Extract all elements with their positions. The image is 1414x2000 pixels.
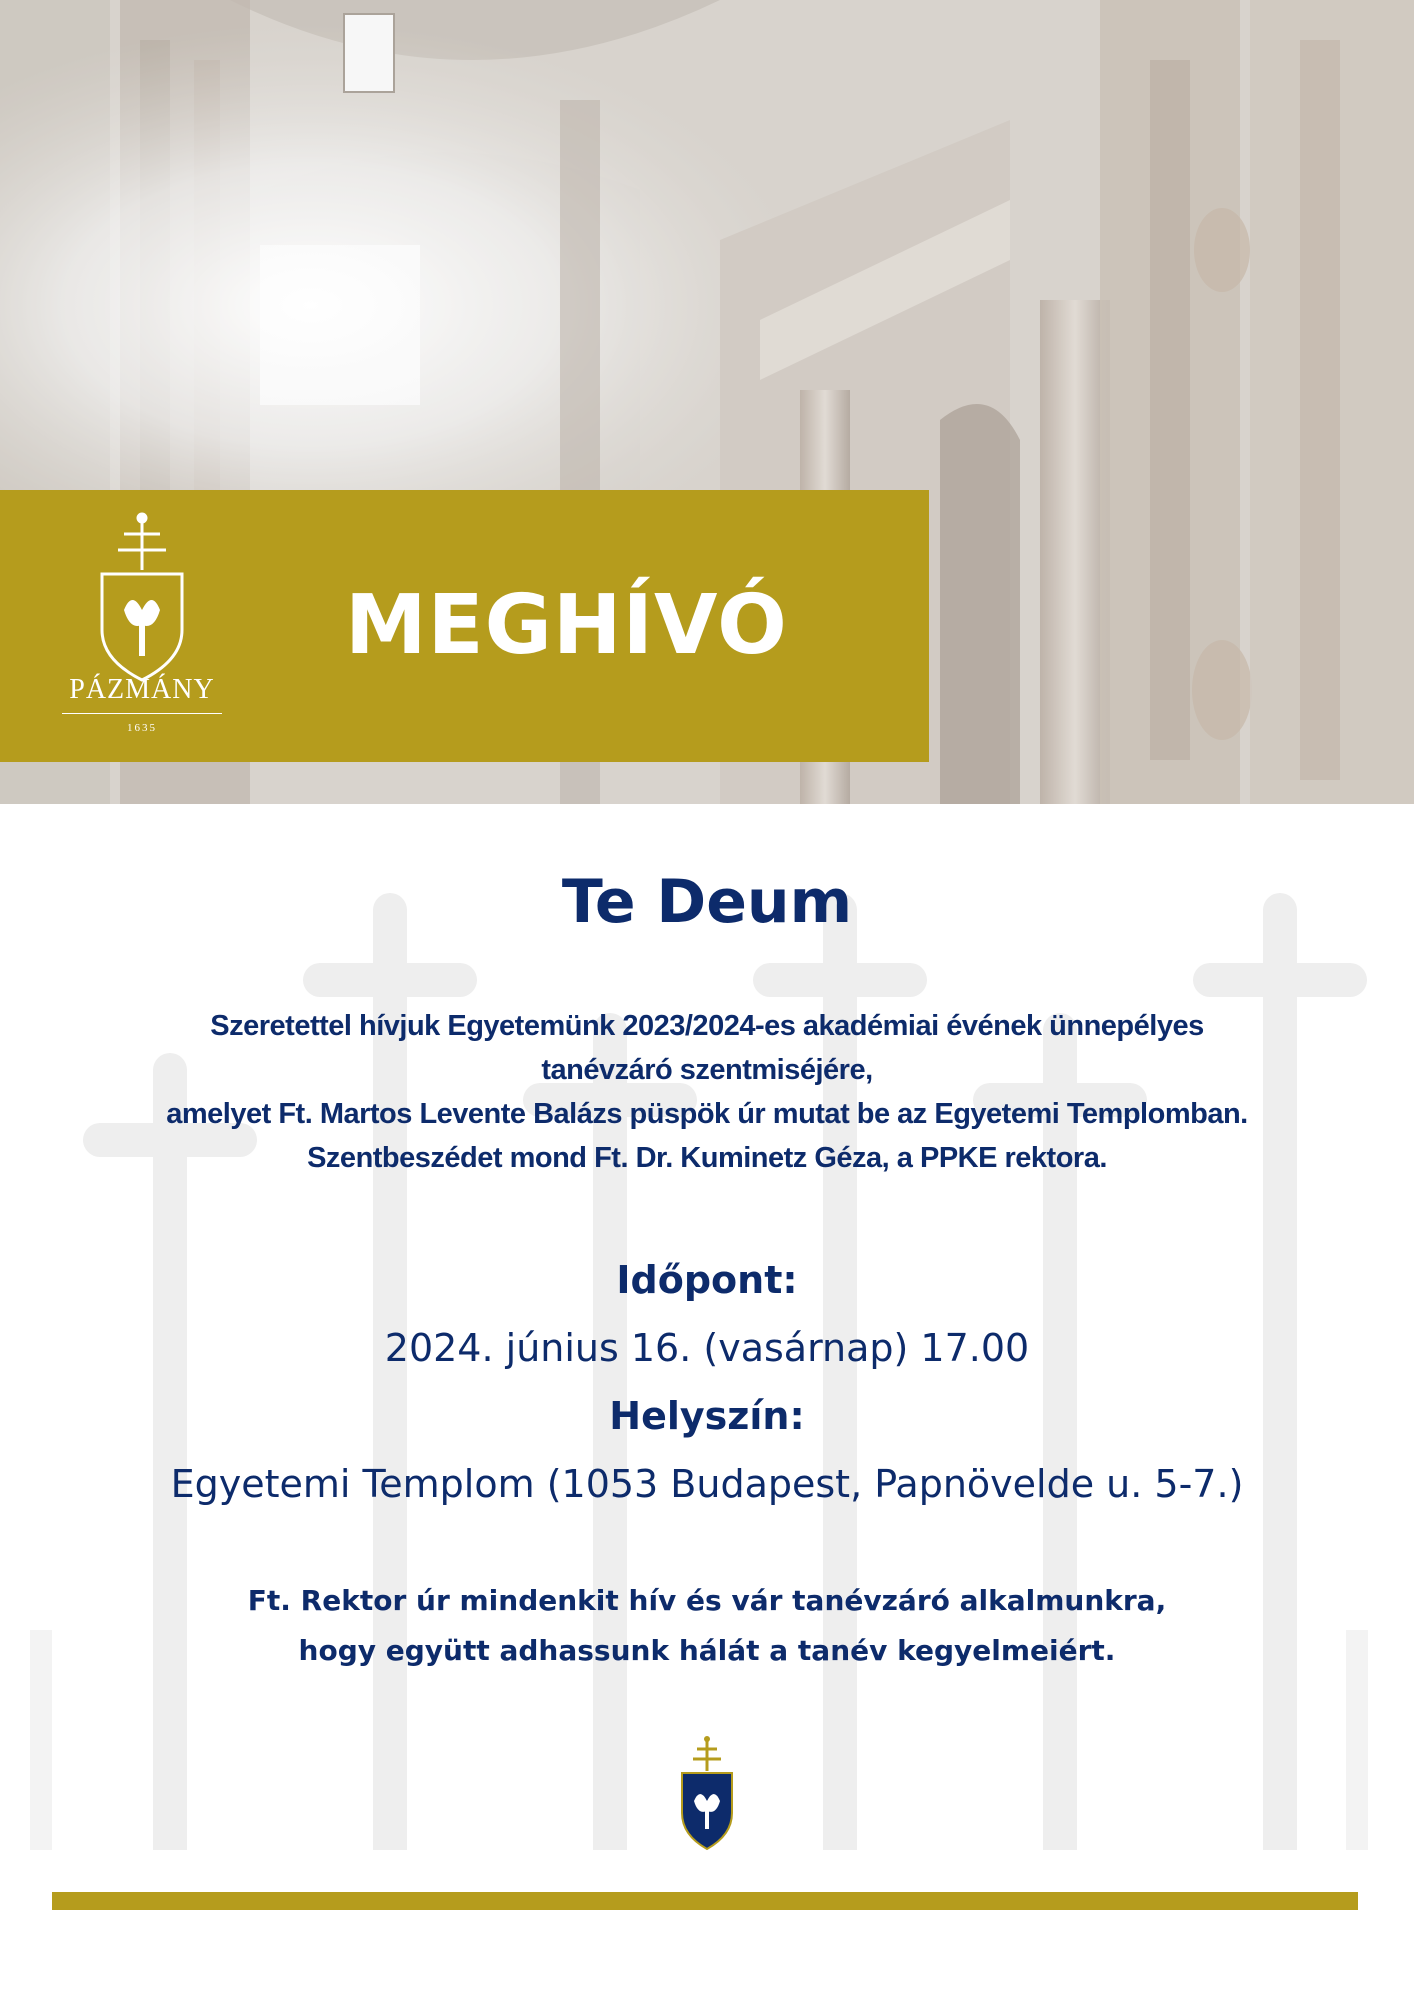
footer-bar (52, 1892, 1358, 1910)
banner-title: MEGHÍVÓ (345, 578, 788, 673)
logo-year: 1635 (127, 722, 157, 734)
intro-line: Szentbeszédet mond Ft. Dr. Kuminetz Géza, a PPKE rektora. (307, 1142, 1107, 1174)
closing-line: Ft. Rektor úr mindenkit hív és vár tanévzáró alkalmunkra, (247, 1584, 1167, 1617)
closing-text (0, 1576, 1414, 1676)
time-label: Időpont: (616, 1258, 798, 1302)
closing-line: hogy együtt adhassunk hálát a tanév kegyelmeiért. (298, 1634, 1116, 1667)
place-value: Egyetemi Templom (1053 Budapest, Papnövelde u. 5-7.) (170, 1462, 1244, 1506)
place-label: Helyszín: (609, 1394, 805, 1438)
intro-line: tanévzáró szentmiséjére, (541, 1054, 873, 1086)
time-value: 2024. június 16. (vasárnap) 17.00 (384, 1326, 1030, 1370)
event-title: Te Deum (561, 867, 853, 937)
pazmany-crest-small-icon (672, 1735, 742, 1855)
event-intro (60, 1004, 1354, 1180)
intro-line: amelyet Ft. Martos Levente Balázs püspök úr mutat be az Egyetemi Templomban. (166, 1098, 1248, 1130)
intro-line: Szeretettel hívjuk Egyetemünk 2023/2024-es akadémiai évének ünnepélyes (210, 1010, 1204, 1042)
logo-divider (62, 713, 222, 714)
logo-name: PÁZMÁNY (69, 674, 215, 705)
